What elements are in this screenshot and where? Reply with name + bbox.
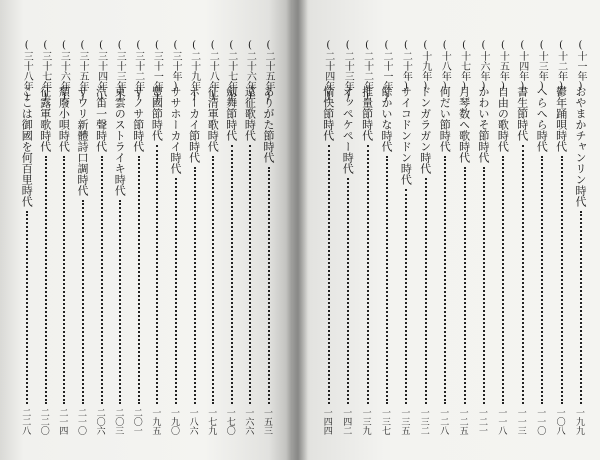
toc-entry (20, 40, 34, 440)
toc-entry-page-number: 一四二 (341, 408, 352, 435)
toc-entry-page-number: 一〇八 (554, 408, 565, 435)
toc-entry-page-number: 二〇一 (131, 408, 142, 435)
toc-entry-year: (三十一年) (151, 40, 163, 102)
toc-entry (477, 40, 491, 440)
toc-entry-leader-dots (444, 156, 446, 404)
toc-entry-title: 鬱年踊唄時代 (554, 86, 568, 152)
toc-entry (361, 40, 375, 440)
toc-entry-year: (十一年) (575, 40, 586, 92)
toc-entry (206, 40, 220, 440)
toc-entry-title: 月琴数ヘ歌時代 (457, 86, 471, 163)
toc-entry-year: (二十七年) (225, 40, 237, 102)
toc-entry-year: (三十三年) (114, 40, 126, 102)
toc-entry (574, 40, 588, 440)
toc-entry (438, 40, 452, 440)
toc-entry (188, 40, 202, 440)
toc-entry (132, 40, 146, 440)
toc-entry-page-number: 二〇六 (94, 408, 105, 435)
toc-entry-title: サワリ新體詩口調時代 (76, 86, 89, 196)
toc-entry-title: 推量節時代 (360, 86, 374, 141)
toc-entry-page-number: 一三二 (418, 408, 429, 435)
toc-entry-page-number: 一四四 (321, 408, 332, 435)
toc-entry-title: かわいそ節時代 (477, 86, 490, 163)
toc-entry-year: (三十七年) (39, 40, 51, 102)
toc-entry-leader-dots (541, 156, 543, 404)
toc-entry-year: (二十六年) (244, 40, 256, 102)
right-page (292, 0, 600, 460)
toc-entry-title: 餘かいな時代 (380, 86, 393, 152)
toc-entry-year: (二十五年) (263, 40, 274, 102)
toc-entry-year: (三十八年) (21, 40, 33, 102)
toc-entry-leader-dots (522, 145, 524, 404)
toc-entry-title: ドンガラガン時代 (418, 86, 432, 174)
toc-entry (225, 40, 239, 440)
toc-entry-year: (十六年) (478, 40, 489, 92)
toc-entry-page-number: 一六六 (243, 408, 254, 435)
toc-entry-title: ササホーカイ時代 (169, 86, 182, 174)
toc-entry (95, 40, 109, 440)
toc-entry-leader-dots (328, 145, 330, 404)
toc-entry (380, 40, 394, 440)
toc-entry (39, 40, 53, 440)
toc-entry-year: (十九年) (419, 40, 431, 92)
toc-entry-title: オッペケペー時代 (341, 86, 355, 174)
toc-entry-page-number: 一八六 (187, 408, 198, 435)
toc-entry-title: サイコドンドン時代 (399, 86, 413, 185)
toc-entry (113, 40, 127, 440)
toc-entry-leader-dots (45, 156, 47, 404)
toc-entry-year: (二十一年) (381, 40, 392, 102)
toc-entry-title: おやまかチャンリン時代 (574, 86, 587, 207)
toc-entry-year: (三十年) (170, 40, 181, 92)
toc-entry (341, 40, 355, 440)
toc-entry-title: 東雲のストライキ時代 (113, 86, 127, 196)
toc-entry-leader-dots (138, 156, 140, 404)
toc-entry (516, 40, 530, 440)
toc-entry-page-number: 一一三 (515, 408, 526, 435)
toc-entry (535, 40, 549, 440)
toc-entry-leader-dots (212, 156, 214, 404)
toc-entry-leader-dots (156, 145, 158, 404)
toc-entry (243, 40, 257, 440)
toc-entry-leader-dots (119, 200, 121, 404)
toc-entry (496, 40, 510, 440)
toc-entry-leader-dots (405, 189, 407, 404)
toc-entry-page-number: 二一四 (57, 408, 68, 435)
toc-entry-title: 何だい節時代 (438, 86, 452, 152)
toc-entry-title: 征露軍歌時代 (38, 86, 52, 152)
toc-entry-title: 劔舞節時代 (224, 86, 238, 141)
toc-entry-year: (二十年) (400, 40, 412, 92)
toc-entry-page-number: 一二一 (477, 408, 487, 435)
toc-entry-leader-dots (82, 200, 84, 404)
toc-entry-leader-dots (502, 156, 504, 404)
toc-entry-title: ここは御國を何百里時代 (20, 86, 34, 207)
toc-entry-title: サノサ節時代 (131, 86, 145, 152)
toc-entry-page-number: 一七〇 (224, 408, 235, 435)
toc-entry-leader-dots (175, 178, 177, 404)
toc-entry-year: (十二年) (555, 40, 567, 92)
toc-entry-year: (十五年) (497, 40, 509, 92)
toc-entry-leader-dots (464, 167, 466, 404)
toc-entry-year: (三十六年) (58, 40, 70, 102)
toc-entry (458, 40, 472, 440)
toc-entry-leader-dots (580, 211, 582, 404)
toc-entry-page-number: 一一〇 (535, 408, 546, 435)
toc-entry-year: (二十二年) (361, 40, 373, 102)
toc-entry (262, 40, 276, 440)
toc-entry-leader-dots (249, 145, 251, 404)
toc-entry-year: (三十二年) (132, 40, 144, 102)
toc-entry-leader-dots (231, 145, 233, 404)
toc-entry-leader-dots (194, 167, 196, 404)
toc-entry-leader-dots (483, 167, 485, 404)
toc-entry (169, 40, 183, 440)
toc-entry-page-number: 一九〇 (169, 408, 179, 435)
toc-entry-leader-dots (561, 156, 563, 404)
toc-entry-page-number: 一三五 (399, 408, 410, 435)
toc-entry-page-number: 一三九 (360, 408, 371, 435)
toc-entry-year: (十七年) (458, 40, 470, 92)
toc-entry-title: 豐國節時代 (150, 86, 164, 141)
toc-entry-title: 遠征歌時代 (243, 86, 257, 141)
toc-entry-page-number: 一九九 (574, 408, 584, 435)
toc-entry-year: (三十四年) (95, 40, 107, 102)
left-page (0, 0, 292, 460)
toc-entry (419, 40, 433, 440)
toc-entry (555, 40, 569, 440)
toc-entry-title: 汽笛一聲時代 (94, 86, 108, 152)
toc-entry-page-number: 一二五 (457, 408, 468, 435)
toc-entry-leader-dots (367, 145, 369, 404)
toc-entry-page-number: 二〇三 (113, 408, 124, 435)
toc-entry-title: へらへら時代 (535, 86, 549, 152)
toc-entry (322, 40, 336, 440)
toc-entry-leader-dots (268, 167, 270, 404)
toc-entry-leader-dots (101, 156, 103, 404)
toc-entry-page-number: 一三七 (380, 408, 390, 435)
toc-entry-title: 征清軍歌時代 (206, 86, 220, 152)
toc-entry-page-number: 一二八 (438, 408, 449, 435)
toc-entry-page-number: 二二〇 (38, 408, 49, 435)
toc-entry-year: (十八年) (439, 40, 451, 92)
toc-entry-leader-dots (425, 178, 427, 404)
toc-entry-year: (二十九年) (188, 40, 200, 102)
toc-entry-year: (二十四年) (322, 40, 334, 102)
toc-entry (150, 40, 164, 440)
toc-entry-leader-dots (63, 156, 65, 404)
toc-entry-page-number: 二二八 (20, 408, 31, 435)
toc-entry-leader-dots (26, 211, 28, 404)
toc-entry-page-number: 一七九 (206, 408, 217, 435)
toc-entry-year: (十三年) (536, 40, 548, 92)
toc-entry-leader-dots (347, 178, 349, 404)
toc-entry-page-number: 一一八 (496, 408, 507, 435)
toc-entry-year: (三十五年) (77, 40, 88, 102)
toc-entry-title: ホーカイ節時代 (187, 86, 201, 163)
toc-entry-title: 頽廢小唄時代 (57, 86, 71, 152)
toc-entry-title: 書生節時代 (515, 86, 529, 141)
toc-entry (76, 40, 90, 440)
toc-entry-leader-dots (386, 156, 388, 404)
toc-entry-page-number: 一九五 (150, 408, 161, 435)
toc-entry-title: 愉快節時代 (321, 86, 335, 141)
toc-entry-year: (二十八年) (207, 40, 219, 102)
toc-entry-page-number: 二一〇 (76, 408, 86, 435)
toc-entry-year: (十四年) (516, 40, 528, 92)
toc-entry-title: 自由の歌時代 (496, 86, 510, 152)
toc-entry (399, 40, 413, 440)
toc-entry (57, 40, 71, 440)
toc-entry-page-number: 一五三 (262, 408, 272, 435)
toc-entry-title: ありがた節時代 (262, 86, 275, 163)
toc-entry-year: (二十三年) (342, 40, 354, 102)
